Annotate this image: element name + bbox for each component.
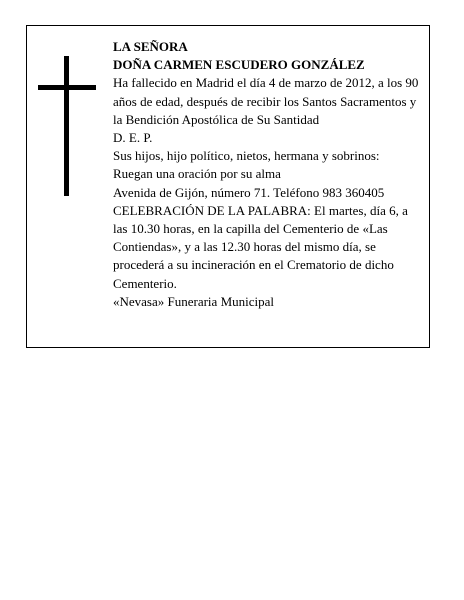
cross-horizontal-bar bbox=[38, 85, 96, 90]
notice-title: LA SEÑORA bbox=[113, 39, 188, 54]
ceremony-details: CELEBRACIÓN DE LA PALABRA: El martes, día 6, a las 10.30 horas, en la capilla del Cementerio de «Las Contiendas», y a las 12.30 horas del mismo día, se procederá a su incineración en el Crematorio de dicho Cementerio. bbox=[113, 202, 408, 291]
funeral-home: «Nevasa» Funeraria Municipal bbox=[113, 293, 275, 309]
prayer-request: Ruegan una oración por su alma bbox=[113, 166, 281, 182]
cross-vertical-bar bbox=[64, 56, 69, 196]
obituary-text bbox=[113, 38, 421, 311]
family-members: Sus hijos, hijo político, nietos, hermana y sobrinos: bbox=[113, 148, 380, 164]
death-statement: Ha fallecido en Madrid el día 4 de marzo de 2012, a los 90 años de edad, después de recibir los Santos Sacramentos y la Bendición Apostólica de Su Santidad bbox=[113, 75, 419, 127]
deceased-name: DOÑA CARMEN ESCUDERO GONZÁLEZ bbox=[113, 57, 365, 73]
rest-in-peace: D. E. P. bbox=[113, 130, 153, 146]
address-phone: Avenida de Gijón, número 71. Teléfono 983 360405 bbox=[113, 184, 385, 200]
